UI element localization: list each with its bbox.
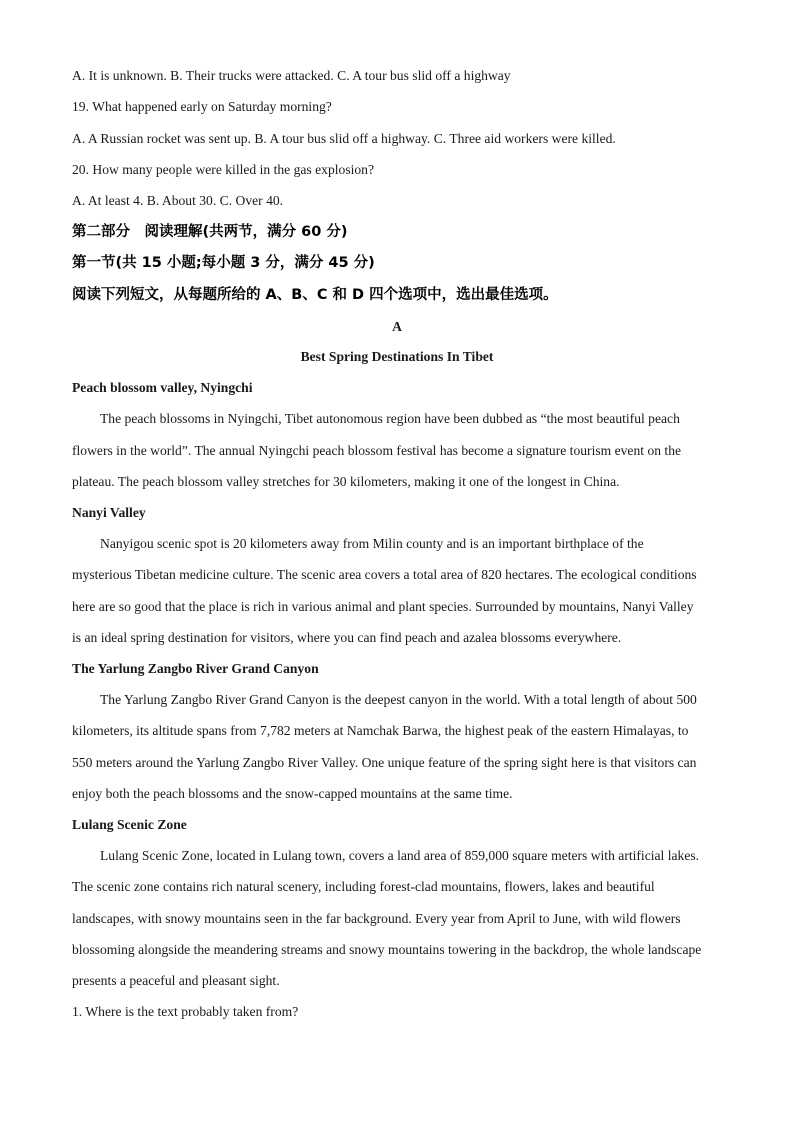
section-heading: Peach blossom valley, Nyingchi (72, 380, 253, 395)
q18-options: A. It is unknown. B. Their trucks were attacked. C. A tour bus slid off a highway (72, 68, 511, 83)
section-heading: Lulang Scenic Zone (72, 817, 187, 832)
instruction: 阅读下列短文，从每题所给的 A、B、C 和 D 四个选项中，选出最佳选项。 (72, 287, 558, 303)
paragraph-line: here are so good that the place is rich in various animal and plant species. Surrounded by mountains, Nanyi Valley (72, 599, 694, 614)
q20-options: A. At least 4. B. About 30. C. Over 40. (72, 193, 284, 208)
paragraph-line: flowers in the world”. The annual Nyingchi peach blossom festival has become a signature tourism event on the (72, 443, 682, 458)
paragraph-line: Nanyigou scenic spot is 20 kilometers away from Milin county and is an important birthplace of the (100, 536, 644, 551)
paragraph-line: Lulang Scenic Zone, located in Lulang town, covers a land area of 859,000 square meters with artificial lakes. (100, 848, 700, 863)
paragraph-line: landscapes, with snowy mountains seen in the far background. Every year from April to June, with wild flowers (72, 911, 681, 926)
paragraph-line: enjoy both the peach blossoms and the snow-capped mountains at the same time. (72, 786, 513, 801)
part2-heading: 第二部分 阅读理解(共两节，满分 60 分) (72, 224, 348, 240)
q19-question: 19. What happened early on Saturday morning? (72, 99, 332, 114)
paragraph-line: 550 meters around the Yarlung Zangbo River Valley. One unique feature of the spring sight here is that visitors can (72, 755, 697, 770)
passage-title: Best Spring Destinations In Tibet (300, 349, 494, 364)
q19-options: A. A Russian rocket was sent up. B. A tour bus slid off a highway. C. Three aid workers were killed. (72, 131, 616, 146)
question-1: 1. Where is the text probably taken from? (72, 1004, 299, 1019)
q20-question: 20. How many people were killed in the gas explosion? (72, 162, 375, 177)
section-heading: The Yarlung Zangbo River Grand Canyon (72, 661, 319, 676)
section-heading: Nanyi Valley (72, 505, 146, 520)
paragraph-line: presents a peaceful and pleasant sight. (72, 973, 280, 988)
paragraph-line: is an ideal spring destination for visitors, where you can find peach and azalea blossoms everywhere. (72, 630, 622, 645)
paragraph-line: The scenic zone contains rich natural scenery, including forest-clad mountains, flowers, lakes and beautiful (72, 879, 655, 894)
paragraph-line: blossoming alongside the meandering streams and snowy mountains towering in the backdrop, the whole landscape (72, 942, 702, 957)
paragraph-line: kilometers, its altitude spans from 7,782 meters at Namchak Barwa, the highest peak of the eastern Himalayas, to (72, 723, 689, 738)
section1-heading: 第一节(共 15 小题;每小题 3 分，满分 45 分) (72, 255, 375, 271)
paragraph-line: plateau. The peach blossom valley stretches for 30 kilometers, making it one of the longest in China. (72, 474, 620, 489)
passage-letter: A (392, 319, 402, 334)
paragraph-line: mysterious Tibetan medicine culture. The scenic area covers a total area of 820 hectares. The ecological conditions (72, 567, 697, 582)
paragraph-line: The Yarlung Zangbo River Grand Canyon is the deepest canyon in the world. With a total length of about 500 (100, 692, 697, 707)
paragraph-line: The peach blossoms in Nyingchi, Tibet autonomous region have been dubbed as “the most beautiful peach (100, 411, 680, 426)
